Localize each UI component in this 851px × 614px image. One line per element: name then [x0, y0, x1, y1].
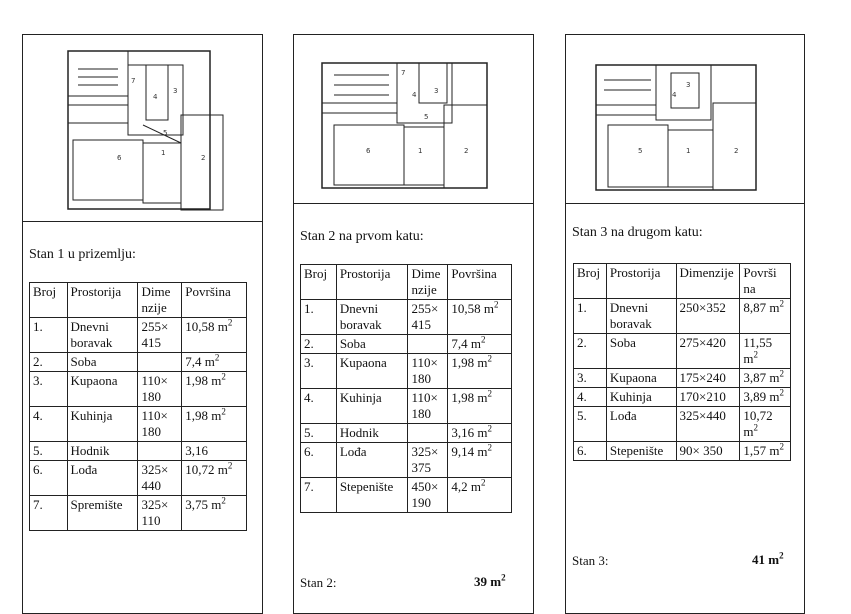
- area-unit-superscript: 2: [493, 299, 499, 310]
- cell-number: 6.: [574, 442, 607, 461]
- area-unit-superscript: 2: [779, 441, 785, 452]
- cell-dimensions: 170×210: [676, 388, 740, 407]
- cell-dimensions: 325× 375: [408, 443, 448, 478]
- area-unit-superscript: 2: [753, 422, 759, 433]
- table-row: [301, 300, 512, 335]
- cell-room: Lođa: [606, 407, 676, 442]
- cell-dimensions: 110× 180: [408, 389, 448, 424]
- area-unit-superscript: 2: [779, 298, 785, 309]
- cell-number: 7.: [30, 496, 68, 531]
- floor-plan-1: [23, 35, 262, 222]
- cell-number: 1.: [30, 318, 68, 353]
- table-row: [574, 442, 791, 461]
- plan1-room-4: 4: [153, 93, 158, 101]
- cell-room: Stepenište: [606, 442, 676, 461]
- area-unit-superscript: 2: [214, 352, 220, 363]
- table-row: [30, 496, 247, 531]
- cell-area: 9,14 $m^2$: [448, 443, 512, 478]
- cell-number: 3.: [574, 369, 607, 388]
- table-row: [574, 388, 791, 407]
- cell-room: Stepenište: [336, 478, 408, 513]
- table-row: [574, 299, 791, 334]
- table-row: [301, 354, 512, 389]
- cell-room: Kupaona: [336, 354, 408, 389]
- cell-dimensions: 175×240: [676, 369, 740, 388]
- apartment-2-heading: Stan 2 na prvom katu:: [300, 229, 424, 244]
- table-header-row: [301, 265, 512, 300]
- table-row: [301, 478, 512, 513]
- cell-number: 1.: [574, 299, 607, 334]
- cell-number: 4.: [301, 389, 337, 424]
- cell-area: 7,4 $m^2$: [182, 353, 247, 372]
- cell-number: 6.: [301, 443, 337, 478]
- table-row: [301, 389, 512, 424]
- area-unit-superscript: 2: [779, 387, 785, 398]
- cell-dimensions: 275×420: [676, 334, 740, 369]
- cell-room: Lođa: [336, 443, 408, 478]
- plan1-room-2: 2: [201, 154, 206, 162]
- table-header-row: [30, 283, 247, 318]
- cell-number: 6.: [30, 461, 68, 496]
- area-unit-superscript: 2: [480, 334, 486, 345]
- area-unit-superscript: 2: [779, 368, 785, 379]
- plan2-room-5: 5: [424, 113, 429, 121]
- plan3-room-1: 1: [686, 147, 691, 155]
- cell-dimensions: 255× 415: [408, 300, 448, 335]
- cell-number: 4.: [30, 407, 68, 442]
- apartment-1-heading: Stan 1 u prizemlju:: [29, 247, 136, 262]
- cell-dimensions: [408, 335, 448, 354]
- area-unit-superscript: 2: [480, 477, 486, 488]
- cell-number: 4.: [574, 388, 607, 407]
- cell-dimensions: 110× 180: [408, 354, 448, 389]
- cell-dimensions: 325× 110: [138, 496, 182, 531]
- col-header-room: Prostorija: [67, 283, 138, 318]
- cell-room: Soba: [606, 334, 676, 369]
- table-row: [30, 407, 247, 442]
- cell-area: 3,89 $m^2$: [740, 388, 791, 407]
- area-unit-superscript: 2: [487, 353, 492, 364]
- cell-number: 5.: [574, 407, 607, 442]
- cell-area: 3,16: [182, 442, 247, 461]
- cell-area: 3,87 $m^2$: [740, 369, 791, 388]
- cell-dimensions: 250×352: [676, 299, 740, 334]
- cell-number: 1.: [301, 300, 337, 335]
- apartment-3-heading: Stan 3 na drugom katu:: [572, 225, 703, 240]
- cell-area: 1,98 $m^2$: [182, 372, 247, 407]
- cell-area: 10,72 $m^2$: [740, 407, 791, 442]
- cell-area: 3,75 $m^2$: [182, 496, 247, 531]
- cell-area: 7,4 $m^2$: [448, 335, 512, 354]
- col-header-area: Površina: [448, 265, 512, 300]
- plan2-room-7: 7: [401, 69, 406, 77]
- cell-dimensions: 110× 180: [138, 372, 182, 407]
- floor-plan-3-drawing: [566, 35, 806, 203]
- apartment-2-summary-value: 39 $m^2$: [474, 572, 506, 589]
- cell-room: Dnevni boravak: [606, 299, 676, 334]
- area-unit-superscript: 2: [487, 442, 492, 453]
- plan2-room-4: 4: [412, 91, 417, 99]
- apartment-2-summary-label: Stan 2:: [300, 575, 337, 590]
- plan2-room-3: 3: [434, 87, 439, 95]
- area-unit-superscript: 2: [487, 388, 492, 399]
- apartment-3-summary-label: Stan 3:: [572, 553, 609, 568]
- table-row: [30, 353, 247, 372]
- cell-area: 10,72 $m^2$: [182, 461, 247, 496]
- cell-area: 8,87 $m^2$: [740, 299, 791, 334]
- table-row: [30, 318, 247, 353]
- plan2-room-1: 1: [418, 147, 423, 155]
- plan1-room-3: 3: [173, 87, 178, 95]
- cell-room: Dnevni boravak: [67, 318, 138, 353]
- table-row: [30, 461, 247, 496]
- cell-area: 1,98 $m^2$: [448, 354, 512, 389]
- cell-room: Spremište: [67, 496, 138, 531]
- col-header-room: Prostorija: [336, 265, 408, 300]
- cell-room: Kuhinja: [67, 407, 138, 442]
- cell-room: Hodnik: [336, 424, 408, 443]
- cell-room: Dnevni boravak: [336, 300, 408, 335]
- cell-dimensions: [138, 353, 182, 372]
- col-header-number: Broj: [301, 265, 337, 300]
- cell-dimensions: 325× 440: [138, 461, 182, 496]
- floor-plan-2-drawing: [294, 35, 535, 203]
- cell-dimensions: 450× 190: [408, 478, 448, 513]
- cell-number: 7.: [301, 478, 337, 513]
- col-header-dimensions: Dime nzije: [408, 265, 448, 300]
- apartment-3-table: [573, 263, 791, 461]
- cell-area: 4,2 $m^2$: [448, 478, 512, 513]
- plan3-room-5: 5: [638, 147, 643, 155]
- col-header-number: Broj: [30, 283, 68, 318]
- cell-room: Kuhinja: [336, 389, 408, 424]
- cell-number: 2.: [30, 353, 68, 372]
- cell-number: 2.: [301, 335, 337, 354]
- cell-room: Hodnik: [67, 442, 138, 461]
- apartment-1-table: [29, 282, 247, 531]
- cell-area: 11,55 $m^2$: [740, 334, 791, 369]
- table-row: [574, 334, 791, 369]
- area-unit-superscript: 2: [227, 317, 233, 328]
- area-unit-superscript: 2: [221, 495, 226, 506]
- cell-room: Soba: [67, 353, 138, 372]
- cell-area: 10,58 $m^2$: [182, 318, 247, 353]
- cell-dimensions: 325×440: [676, 407, 740, 442]
- col-header-area: Površi na: [740, 264, 791, 299]
- cell-room: Lođa: [67, 461, 138, 496]
- plan3-room-2: 2: [734, 147, 739, 155]
- cell-number: 3.: [301, 354, 337, 389]
- cell-room: Kuhinja: [606, 388, 676, 407]
- table-row: [301, 335, 512, 354]
- table-row: [574, 369, 791, 388]
- table-row: [30, 372, 247, 407]
- table-row: [301, 443, 512, 478]
- apartment-3-panel: [565, 34, 805, 614]
- table-row: [30, 442, 247, 461]
- cell-dimensions: [138, 442, 182, 461]
- cell-area: 3,16 $m^2$: [448, 424, 512, 443]
- col-header-dimensions: Dimenzije: [676, 264, 740, 299]
- area-unit-superscript: 2: [221, 371, 226, 382]
- table-row: [574, 407, 791, 442]
- col-header-number: Broj: [574, 264, 607, 299]
- cell-dimensions: 255× 415: [138, 318, 182, 353]
- cell-dimensions: [408, 424, 448, 443]
- floor-plan-1-drawing: [23, 35, 264, 221]
- cell-dimensions: 90× 350: [676, 442, 740, 461]
- apartment-2-panel: [293, 34, 534, 614]
- area-unit-superscript: 2: [221, 406, 226, 417]
- plan1-room-5: 5: [163, 129, 168, 137]
- cell-number: 5.: [30, 442, 68, 461]
- apartment-2-table: [300, 264, 512, 513]
- plan3-room-3: 3: [686, 81, 691, 89]
- plan1-room-6: 6: [117, 154, 122, 162]
- cell-room: Kupaona: [606, 369, 676, 388]
- cell-number: 5.: [301, 424, 337, 443]
- cell-area: 1,98 $m^2$: [448, 389, 512, 424]
- col-header-area: Površina: [182, 283, 247, 318]
- area-unit-superscript: 2: [227, 460, 233, 471]
- plan1-room-1: 1: [161, 149, 166, 157]
- cell-room: Soba: [336, 335, 408, 354]
- plan1-room-7: 7: [131, 77, 136, 85]
- floor-plan-2: [294, 35, 533, 204]
- cell-number: 3.: [30, 372, 68, 407]
- area-unit-superscript: 2: [487, 423, 492, 434]
- apartment-1-panel: [22, 34, 263, 614]
- cell-area: 1,57 $m^2$: [740, 442, 791, 461]
- table-header-row: [574, 264, 791, 299]
- col-header-dimensions: Dime nzije: [138, 283, 182, 318]
- area-unit-superscript: 2: [753, 349, 759, 360]
- apartment-3-summary-value: 41 $m^2$: [752, 550, 784, 567]
- cell-dimensions: 110× 180: [138, 407, 182, 442]
- table-row: [301, 424, 512, 443]
- cell-area: 10,58 $m^2$: [448, 300, 512, 335]
- plan3-room-4: 4: [672, 91, 677, 99]
- cell-area: 1,98 $m^2$: [182, 407, 247, 442]
- plan2-room-2: 2: [464, 147, 469, 155]
- cell-room: Kupaona: [67, 372, 138, 407]
- cell-number: 2.: [574, 334, 607, 369]
- floor-plan-3: [566, 35, 804, 204]
- col-header-room: Prostorija: [606, 264, 676, 299]
- plan2-room-6: 6: [366, 147, 371, 155]
